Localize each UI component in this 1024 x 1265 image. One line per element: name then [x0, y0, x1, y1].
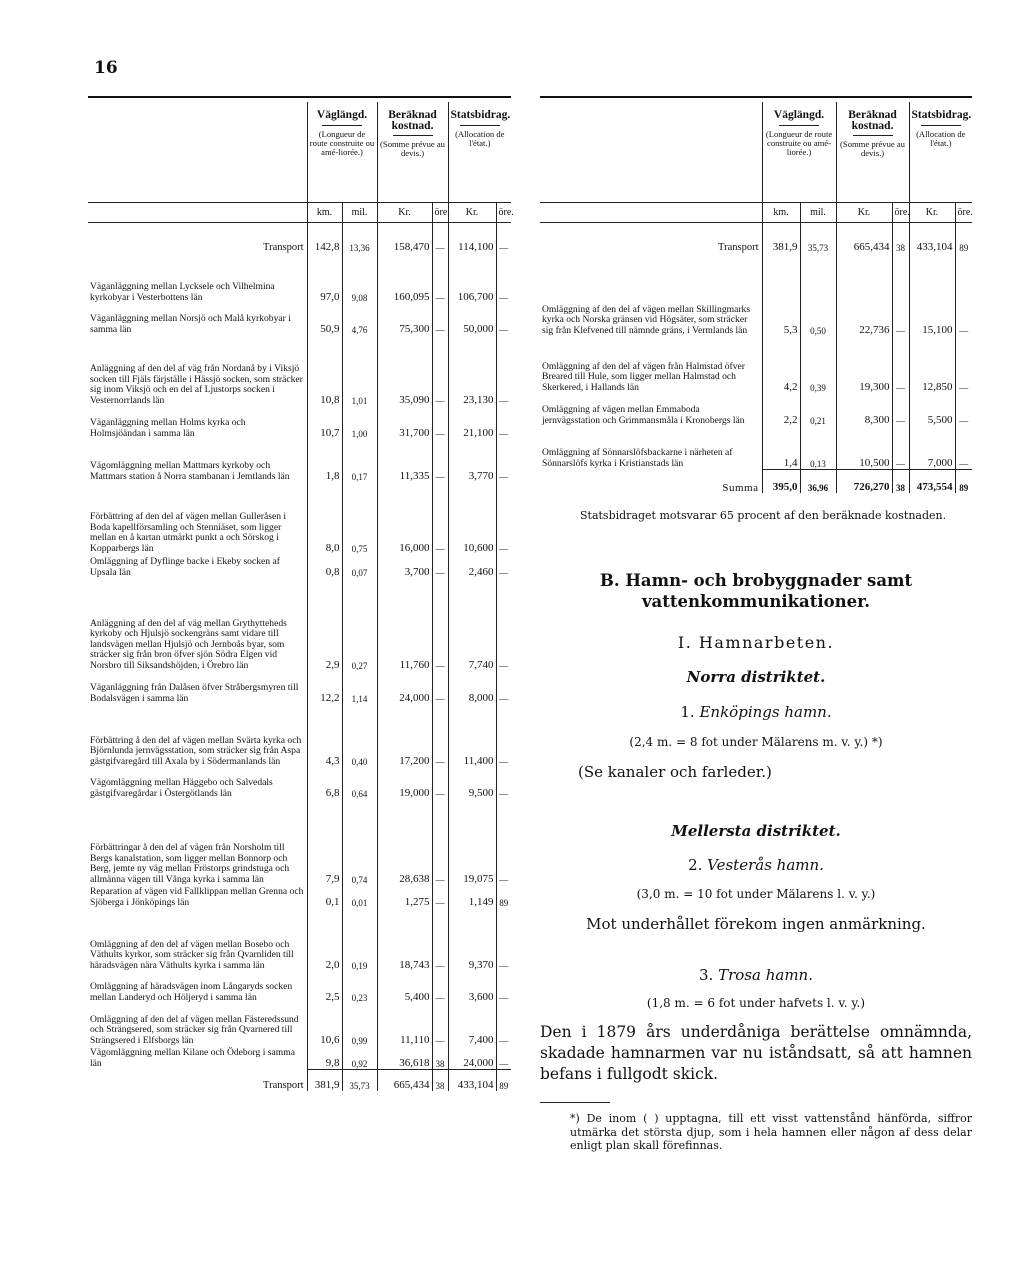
- right-top-rule: [540, 96, 972, 98]
- row-kostnad-kr: 11,110: [377, 1003, 432, 1046]
- row-kostnad-kr: 18,743: [377, 908, 432, 971]
- row-statsbidrag-kr: 12,850: [909, 336, 955, 393]
- row-kostnad-kr: 10,500: [836, 426, 892, 469]
- table-row: [540, 426, 972, 469]
- row-kostnad-ore: —: [432, 1003, 448, 1046]
- row-description: Omläggning af den del af vägen mellan Bosebo och Väthults kyrkor, som sträcker sig från Qvarnliden till häradsvägen nära Väthults kyrka i samma län: [90, 938, 294, 971]
- row-kostnad-kr: 16,000: [377, 482, 432, 554]
- row-description: Omläggning af Dyflinge backe i Ekeby socken af Upsala län: [90, 556, 280, 578]
- unit-km: km.: [762, 203, 800, 223]
- row-statsbidrag-kr: 5,500: [909, 393, 955, 426]
- table-row: [88, 554, 511, 578]
- row-mil: 0,19: [342, 908, 377, 971]
- transport-row: Transport 381,9 35,73 665,434 38 433,104 89: [540, 223, 972, 254]
- row-statsbidrag-ore: —: [496, 439, 511, 482]
- table-row: [88, 1046, 511, 1069]
- right-road-table: [540, 102, 972, 493]
- row-mil: 1,00: [342, 406, 377, 439]
- row-description: Väganläggning mellan Lycksele och Vilhelmina kyrkobyar i Vesterbottens län: [90, 281, 275, 303]
- row-km: 2,0: [307, 908, 342, 971]
- row-description: Väganläggning mellan Holms kyrka och Holmsjöändan i samma län: [90, 417, 246, 439]
- row-statsbidrag-kr: 3,600: [448, 971, 496, 1003]
- row-kostnad-kr: 19,300: [836, 336, 892, 393]
- table-row: [88, 971, 511, 1003]
- row-kostnad-ore: —: [892, 426, 909, 469]
- row-statsbidrag-kr: 3,770: [448, 439, 496, 482]
- row-statsbidrag-ore: —: [496, 908, 511, 971]
- row-kostnad-ore: —: [432, 439, 448, 482]
- row-kostnad-kr: 160,095: [377, 253, 432, 303]
- table-row: [88, 578, 511, 671]
- row-description: Omläggning af Sönnarslöfsbackarne i närheten af Sönnarslöfs kyrka i Kristianstads län: [542, 447, 733, 469]
- harbor-2-heading: 2. Vesterås hamn.: [688, 856, 824, 874]
- row-kostnad-kr: 5,400: [377, 971, 432, 1003]
- unit-mil: mil.: [800, 203, 836, 223]
- unit-ore: öre.: [432, 203, 448, 223]
- table-row: [88, 482, 511, 554]
- row-description: Omläggning af häradsvägen inom Långaryds socken mellan Landeryd och Höljeryd i samma län: [90, 981, 293, 1003]
- statsbidrag-note: Statsbidraget motsvarar 65 procent af den beräknade kostnaden.: [580, 509, 947, 522]
- row-statsbidrag-ore: —: [496, 704, 511, 767]
- row-description: Förbättring af den del af vägen mellan Gulleråsen i Boda kapellförsamling och Stenniäset, som ligger mellan en å kartan utmärkt punkt a och Sörskog i Kopparbergs län: [90, 511, 287, 554]
- row-description: Omläggning af vägen mellan Emmaboda jernvägsstation och Grimmansmåla i Kronobergs län: [542, 404, 745, 426]
- row-km: 12,2: [307, 671, 342, 704]
- row-description: Anläggning af den del af väg från Nordanå by i Viksjö socken till Fjäls färjställe i Hässjö socken, som sträcker sig inom Viksjö och en del af Ljustorps socken i Vesternorrlands län: [90, 363, 303, 406]
- row-description: Anläggning af den del af väg mellan Grythytteheds kyrkoby och Hjulsjö sockengräns samt vidare till landsvägen mellan Hjulsjö och Jernboås byar, som sträcker sig från bron öfver sjön Södra Elgen vid Norsbro till Siksandshöjden, i Örebro län: [90, 617, 287, 671]
- row-km: 6,8: [307, 767, 342, 799]
- row-kostnad-ore: —: [892, 393, 909, 426]
- row-kostnad-kr: 19,000: [377, 767, 432, 799]
- header-beraknad: Beräknad kostnad. (Somme prévue au devis.): [836, 102, 909, 203]
- row-statsbidrag-kr: 11,400: [448, 704, 496, 767]
- row-kostnad-kr: 75,300: [377, 303, 432, 335]
- row-mil: 0,74: [342, 799, 377, 885]
- row-statsbidrag-ore: —: [496, 767, 511, 799]
- unit-ore: öre.: [892, 203, 909, 223]
- row-description: Förbättringar å den del af vägen från Norsholm till Bergs kanalstation, som ligger mellan Bonnorp och Berg, jemte ny väg mellan Fröstorps grindstuga och allmänna vägen till Vånga kyrka i samma län: [90, 842, 290, 885]
- row-kostnad-ore: —: [432, 335, 448, 406]
- table-row: [88, 1003, 511, 1046]
- row-statsbidrag-ore: —: [955, 336, 972, 393]
- table-row: [540, 393, 972, 426]
- row-mil: 0,21: [800, 393, 836, 426]
- row-km: 0,1: [307, 885, 342, 908]
- table-row: [88, 885, 511, 908]
- row-kostnad-ore: —: [432, 482, 448, 554]
- row-km: 1,4: [762, 426, 800, 469]
- unit-mil: mil.: [342, 203, 377, 223]
- row-statsbidrag-ore: —: [955, 426, 972, 469]
- harbor-3-depth: (1,8 m. = 6 fot under hafvets l. v. y.): [646, 996, 866, 1010]
- row-km: 2,9: [307, 578, 342, 671]
- transport-out-row: Transport 381,9 35,73 665,434 38 433,104 89: [88, 1069, 511, 1091]
- row-statsbidrag-ore: —: [496, 303, 511, 335]
- left-road-table: [88, 102, 514, 1091]
- header-beraknad: Beräknad kostnad. (Somme prévue au devis.): [377, 102, 448, 203]
- row-km: 8,0: [307, 482, 342, 554]
- row-kostnad-kr: 22,736: [836, 253, 892, 336]
- table-row: [88, 704, 511, 767]
- unit-kr: Kr.: [377, 203, 432, 223]
- row-km: 10,7: [307, 406, 342, 439]
- table-row: [540, 336, 972, 393]
- row-kostnad-ore: —: [432, 303, 448, 335]
- row-kostnad-kr: 11,760: [377, 578, 432, 671]
- footnote: *) De inom ( ) upptagna, till ett visst vattenstånd hänförda, siffror utmärka det största djup, som i hela hamnen eller någon af dess delar enligt plan skall förefinnas.: [570, 1112, 972, 1152]
- row-kostnad-ore: —: [432, 671, 448, 704]
- unit-kr: Kr.: [836, 203, 892, 223]
- table-row: [88, 439, 511, 482]
- row-km: 1,8: [307, 439, 342, 482]
- row-mil: 0,01: [342, 885, 377, 908]
- row-km: 97,0: [307, 253, 342, 303]
- row-km: 2,5: [307, 971, 342, 1003]
- row-description: Väganläggning mellan Norsjö och Malå kyrkobyar i samma län: [90, 313, 291, 335]
- row-statsbidrag-kr: 2,460: [448, 554, 496, 578]
- row-mil: 0,75: [342, 482, 377, 554]
- section-b-title: Hamn- och brobyggnader samt vattenkommunikationer.: [625, 571, 913, 611]
- row-km: 0,8: [307, 554, 342, 578]
- table-row: [88, 671, 511, 704]
- row-kostnad-ore: —: [432, 767, 448, 799]
- row-mil: 9,08: [342, 253, 377, 303]
- row-description: Väganläggning från Dalåsen öfver Stråbergsmyren till Bodalsvägen i samma län: [90, 682, 299, 704]
- row-mil: 1,14: [342, 671, 377, 704]
- row-description: Vägomläggning mellan Kilane och Ödeborg i samma län: [90, 1047, 295, 1069]
- harbor-3-heading: 3. Trosa hamn.: [699, 966, 813, 984]
- row-kostnad-kr: 8,300: [836, 393, 892, 426]
- row-statsbidrag-kr: 21,100: [448, 406, 496, 439]
- row-statsbidrag-ore: —: [496, 482, 511, 554]
- row-statsbidrag-kr: 23,130: [448, 335, 496, 406]
- row-mil: 1,01: [342, 335, 377, 406]
- row-mil: 0,99: [342, 1003, 377, 1046]
- row-km: 7,9: [307, 799, 342, 885]
- row-kostnad-ore: —: [432, 908, 448, 971]
- row-mil: 0,50: [800, 253, 836, 336]
- row-kostnad-ore: —: [432, 799, 448, 885]
- row-statsbidrag-ore: —: [955, 253, 972, 336]
- row-kostnad-kr: 24,000: [377, 671, 432, 704]
- mellersta-district-heading: Mellersta distriktet.: [671, 822, 841, 840]
- row-statsbidrag-kr: 24,000: [448, 1046, 496, 1069]
- row-kostnad-ore: —: [892, 336, 909, 393]
- unit-ore: öre.: [955, 203, 972, 223]
- row-statsbidrag-ore: —: [496, 971, 511, 1003]
- row-statsbidrag-kr: 7,000: [909, 426, 955, 469]
- summa-row: Summa 395,0 36,96 726,270 38 473,554 89: [540, 469, 972, 493]
- row-statsbidrag-ore: —: [496, 1046, 511, 1069]
- row-kostnad-ore: —: [432, 406, 448, 439]
- harbor-2-note: Mot underhållet förekom ingen anmärkning.: [586, 915, 926, 933]
- row-description: Omläggning af den del af vägen mellan Skillingmarks kyrka och Norska gränsen vid Högsäter, som sträcker sig från Klefvened till nämnde gräns, i Vermlands län: [542, 303, 751, 336]
- row-statsbidrag-ore: —: [496, 253, 511, 303]
- row-mil: 0,23: [342, 971, 377, 1003]
- row-kostnad-kr: 17,200: [377, 704, 432, 767]
- row-statsbidrag-ore: —: [496, 799, 511, 885]
- row-description: Vägomläggning mellan Mattmars kyrkoby och Mattmars station å Norra stambanan i Jemtlands län: [90, 460, 290, 482]
- row-km: 10,8: [307, 335, 342, 406]
- harbor-1-depth: (2,4 m. = 8 fot under Mälarens m. v. y.) *): [629, 735, 883, 749]
- unit-ore: öre.: [496, 203, 511, 223]
- row-kostnad-ore: —: [432, 253, 448, 303]
- row-statsbidrag-kr: 1,149: [448, 885, 496, 908]
- row-mil: 0,64: [342, 767, 377, 799]
- header-vaglangd: Väglängd. (Longueur de route construite ou amé-liorée.): [762, 102, 836, 203]
- header-statsbidrag: Statsbidrag. (Allocation de l'état.): [909, 102, 972, 203]
- row-statsbidrag-ore: —: [496, 554, 511, 578]
- table-row: [88, 303, 511, 335]
- row-mil: 4,76: [342, 303, 377, 335]
- row-kostnad-kr: 31,700: [377, 406, 432, 439]
- row-statsbidrag-ore: —: [496, 406, 511, 439]
- unit-km: km.: [307, 203, 342, 223]
- row-statsbidrag-ore: —: [496, 578, 511, 671]
- row-statsbidrag-kr: 9,370: [448, 908, 496, 971]
- row-mil: 0,27: [342, 578, 377, 671]
- row-kostnad-ore: —: [432, 578, 448, 671]
- unit-kr: Kr.: [909, 203, 955, 223]
- row-mil: 0,07: [342, 554, 377, 578]
- header-vaglangd: Väglängd. (Longueur de route construite ou amé-liorée.): [307, 102, 377, 203]
- harbor-1-note: (Se kanaler och farleder.): [578, 763, 772, 781]
- header-statsbidrag: Statsbidrag. (Allocation de l'état.): [448, 102, 511, 203]
- row-kostnad-ore: —: [432, 704, 448, 767]
- row-kostnad-kr: 3,700: [377, 554, 432, 578]
- row-kostnad-ore: —: [892, 253, 909, 336]
- row-mil: 0,39: [800, 336, 836, 393]
- row-kostnad-kr: 36,618: [377, 1046, 432, 1069]
- table-row: [88, 335, 511, 406]
- row-statsbidrag-kr: 50,000: [448, 303, 496, 335]
- row-statsbidrag-ore: —: [955, 393, 972, 426]
- row-mil: 0,40: [342, 704, 377, 767]
- row-mil: 0,92: [342, 1046, 377, 1069]
- row-statsbidrag-ore: 89: [496, 885, 511, 908]
- table-row: [88, 799, 511, 885]
- section-b-letter: B.: [599, 571, 620, 590]
- table-header: [540, 102, 972, 203]
- row-statsbidrag-kr: 106,700: [448, 253, 496, 303]
- row-kostnad-ore: —: [432, 554, 448, 578]
- row-kostnad-kr: 28,638: [377, 799, 432, 885]
- norra-district-heading: Norra distriktet.: [686, 668, 826, 686]
- table-row: [88, 908, 511, 971]
- row-statsbidrag-ore: —: [496, 1003, 511, 1046]
- footnote-rule: [540, 1102, 610, 1103]
- row-statsbidrag-kr: 10,600: [448, 482, 496, 554]
- table-row: [88, 406, 511, 439]
- row-description: Reparation af vägen vid Fallklippan mellan Grenna och Sjöberga i Jönköpings län: [90, 886, 304, 908]
- row-description: Förbättring å den del af vägen mellan Svärta kyrka och Björnlunda jernvägsstation, som sträcker sig från Aspa gästgifvaregård till Axala by i Södermanlands län: [90, 734, 302, 767]
- row-kostnad-ore: 38: [432, 1046, 448, 1069]
- row-km: 9,8: [307, 1046, 342, 1069]
- harbor-3-paragraph: Den i 1879 års underdåniga berättelse omnämnda, skadade hamnarmen var nu iståndsatt, så att hamnen befans i fullgodt skick.: [540, 1023, 972, 1083]
- row-statsbidrag-kr: 7,740: [448, 578, 496, 671]
- harbor-2-depth: (3,0 m. = 10 fot under Mälarens l. v. y.): [636, 887, 876, 901]
- row-kostnad-kr: 1,275: [377, 885, 432, 908]
- row-km: 5,3: [762, 253, 800, 336]
- row-km: 4,3: [307, 704, 342, 767]
- row-mil: 0,13: [800, 426, 836, 469]
- table-row: [88, 253, 511, 303]
- row-statsbidrag-kr: 7,400: [448, 1003, 496, 1046]
- row-kostnad-ore: —: [432, 971, 448, 1003]
- row-kostnad-kr: 11,335: [377, 439, 432, 482]
- row-km: 4,2: [762, 336, 800, 393]
- row-statsbidrag-kr: 15,100: [909, 253, 955, 336]
- transport-row: Transport 142,8 13,36 158,470 — 114,100 —: [88, 223, 511, 254]
- row-statsbidrag-ore: —: [496, 671, 511, 704]
- row-statsbidrag-kr: 8,000: [448, 671, 496, 704]
- row-statsbidrag-kr: 19,075: [448, 799, 496, 885]
- units-row: [540, 203, 972, 223]
- row-kostnad-ore: —: [432, 885, 448, 908]
- table-row: [88, 767, 511, 799]
- page-number: 16: [94, 58, 118, 78]
- row-km: 50,9: [307, 303, 342, 335]
- table-row: [540, 253, 972, 336]
- row-statsbidrag-ore: —: [496, 335, 511, 406]
- unit-kr: Kr.: [448, 203, 496, 223]
- table-header: [88, 102, 511, 203]
- row-mil: 0,17: [342, 439, 377, 482]
- row-kostnad-kr: 35,090: [377, 335, 432, 406]
- row-description: Omläggning af den del af vägen från Halmstad öfver Breared till Hule, som ligger mellan Halmstad och Skerkered, i Hallands län: [542, 360, 745, 393]
- row-description: Vägomläggning mellan Häggebo och Salvedals gästgifvaregårdar i Östergötlands län: [90, 777, 273, 799]
- row-statsbidrag-kr: 9,500: [448, 767, 496, 799]
- section-b-heading: [540, 570, 972, 612]
- left-top-rule: [88, 96, 511, 98]
- units-row: [88, 203, 511, 223]
- row-description: Omläggning af den del af vägen mellan Fästeredssund och Strängsered, som sträcker sig från Qvarnered till Strängsered i Elfsborgs län: [90, 1013, 299, 1046]
- section-i-heading: I. Hamnarbeten.: [677, 633, 835, 652]
- row-km: 2,2: [762, 393, 800, 426]
- harbor-1-heading: 1. Enköpings hamn.: [680, 703, 832, 721]
- row-km: 10,6: [307, 1003, 342, 1046]
